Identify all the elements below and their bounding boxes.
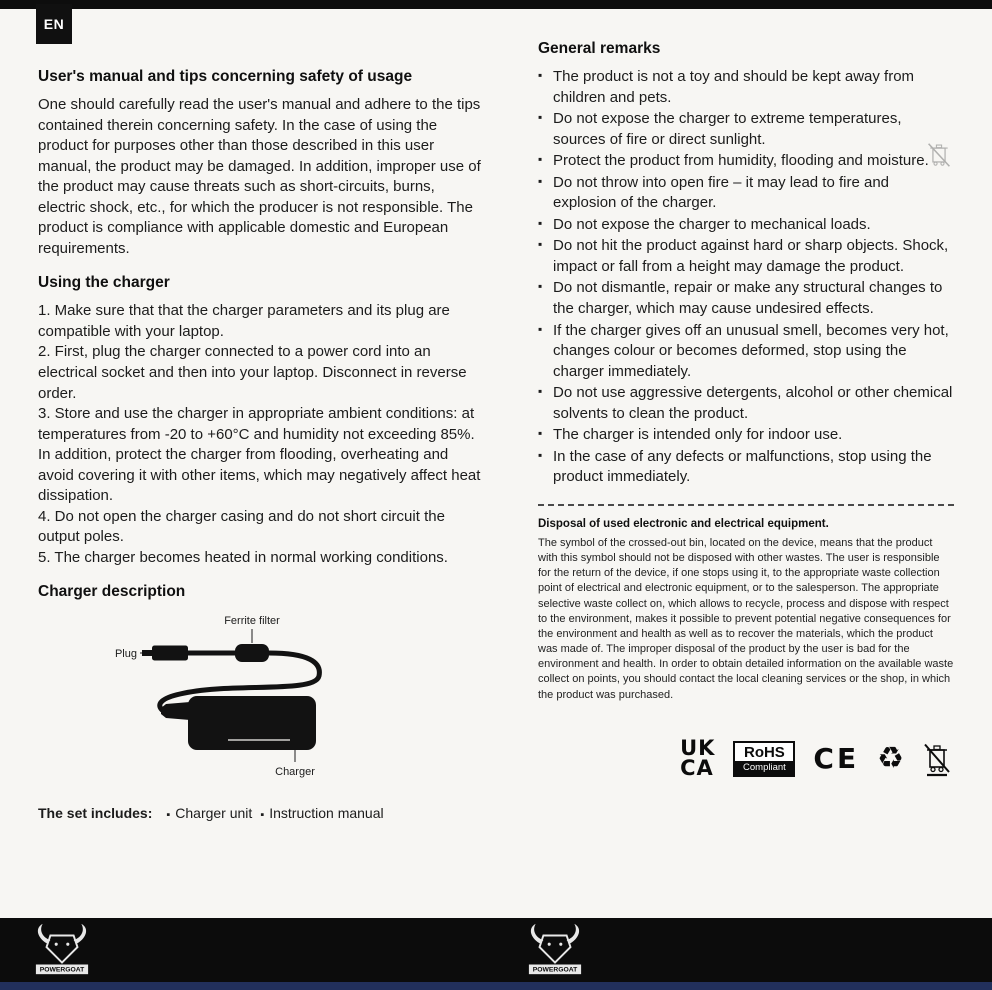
dc-connector <box>161 702 190 720</box>
powergoat-logo <box>526 921 584 979</box>
set-includes <box>38 805 482 821</box>
plug-shape <box>142 646 188 661</box>
remark-item: ▪ Protect the product from humidity, flooding and moisture. <box>538 151 954 172</box>
charger-body <box>188 696 316 750</box>
using-steps <box>38 301 482 568</box>
left-column <box>38 40 482 821</box>
remarks-section-title: General remarks <box>538 40 661 57</box>
footer-black-bar <box>0 918 992 982</box>
brand-text: POWERGOAT <box>39 966 85 974</box>
ukca-top: UK <box>680 735 716 760</box>
safety-section-title: User's manual and tips concerning safety of usage <box>38 68 413 85</box>
powergoat-logo <box>33 921 91 979</box>
using-step: 2. First, plug the charger connected to a power cord into an electrical socket and then into your laptop. Disconnect in reverse order. <box>38 343 467 402</box>
remark-item: ▪ Do not expose the charger to extreme temperatures, sources of fire or direct sunlight. <box>538 109 954 150</box>
using-step: 4. Do not open the charger casing and do not short circuit the output poles. <box>38 507 445 546</box>
charger-label: Charger <box>275 766 315 779</box>
remark-item: ▪ The product is not a toy and should be kept away from children and pets. <box>538 67 954 108</box>
rohs-mark <box>733 741 795 777</box>
dashed-separator <box>538 504 954 506</box>
remark-item: ▪ The charger is intended only for indoor use. <box>538 425 954 446</box>
ukca-bottom: CA <box>680 755 714 780</box>
using-section-title: Using the charger <box>38 274 170 292</box>
description-section-title: Charger description <box>38 583 186 601</box>
remark-item: ▪ Do not throw into open fire – it may lead to fire and explosion of the charger. <box>538 173 954 214</box>
crossed-bin-icon <box>922 741 952 777</box>
disposal-title: Disposal of used electronic and electrical equipment. <box>538 517 829 530</box>
ferrite-filter-label: Ferrite filter <box>224 615 280 628</box>
remark-item: ▪ If the charger gives off an unusual smell, becomes very hot, changes colour or becomes deformed, stop using the charger immediately. <box>538 321 954 383</box>
compliance-marks <box>538 735 954 780</box>
square-bullet-icon: ▪ <box>166 809 171 822</box>
language-badge: EN <box>36 4 72 44</box>
charger-diagram <box>38 610 482 793</box>
square-bullet-icon: ▪ <box>260 809 265 822</box>
using-step: 3. Store and use the charger in appropriate ambient conditions: at temperatures from -20 to +60°C and humidity not exceeding 85%. In addition, protect the charger from flooding, overheating and avoid covering it with other items, which may negatively affect heat dissipation. <box>38 405 481 505</box>
plug-label: Plug <box>114 648 137 661</box>
bottom-blue-strip <box>0 982 992 990</box>
set-includes-label: The set includes: <box>38 805 153 822</box>
set-includes-item: Charger unit <box>175 805 253 822</box>
remark-item: ▪ Do not use aggressive detergents, alcohol or other chemical solvents to clean the product. <box>538 383 954 424</box>
using-step: 1. Make sure that that the charger parameters and its plug are compatible with your laptop. <box>38 302 450 340</box>
recycle-icon: ♻ <box>877 740 904 776</box>
goat-head <box>540 936 571 963</box>
manual-page <box>38 40 954 821</box>
brand-text: POWERGOAT <box>532 966 578 974</box>
goat-head <box>47 936 78 963</box>
ferrite-bead <box>235 644 269 662</box>
rohs-compliant-text: Compliant <box>735 761 793 775</box>
ce-mark: CE <box>813 742 860 776</box>
top-black-bar <box>0 0 992 9</box>
remark-item: ▪ In the case of any defects or malfunctions, stop using the product immediately. <box>538 447 954 488</box>
remark-item: ▪ Do not dismantle, repair or make any structural changes to the charger, which may cause undesired effects. <box>538 278 954 319</box>
remark-item: ▪ Do not expose the charger to mechanical loads. <box>538 215 954 236</box>
ukca-mark <box>680 735 716 780</box>
set-includes-item: Instruction manual <box>269 805 384 822</box>
right-column <box>538 40 954 821</box>
disposal-body: The symbol of the crossed-out bin, located on the device, means that the product with this symbol should not be disposed with other wastes. The user is responsible for the return of the device, if one stops using it, to the appropriate waste collection point of electrical and electronic equipment, or to the salesperson. The appropriate selective waste collect on, which allows to recycle, process and dispose with respect to the environment, makes it possible to prevent potential negative consequences for the environment and health as well as to recover the materials, which the product was made of. The improper disposal of the product by the user is bad for the environment and health. In order to obtain detailed information on the available waste collect on points, you should contact the local cleaning services or the shop, in which the product was purchased. <box>538 536 954 701</box>
remark-item: ▪ Do not hit the product against hard or sharp objects. Shock, impact or fall from a height may damage the product. <box>538 236 954 277</box>
rohs-text: RoHS <box>743 743 785 761</box>
using-step: 5. The charger becomes heated in normal working conditions. <box>38 548 448 566</box>
remarks-list <box>538 67 954 488</box>
safety-section-body: One should carefully read the user's manual and adhere to the tips contained therein concerning safety. In the case of using the product for purposes other than those described in this user manual, the product may be damaged. In addition, improper use of the product may cause threats such as short-circuits, burns, electric shock, etc., for which the producer is not responsible. The product is compliance with applicable domestic and European requirements. <box>38 96 481 257</box>
